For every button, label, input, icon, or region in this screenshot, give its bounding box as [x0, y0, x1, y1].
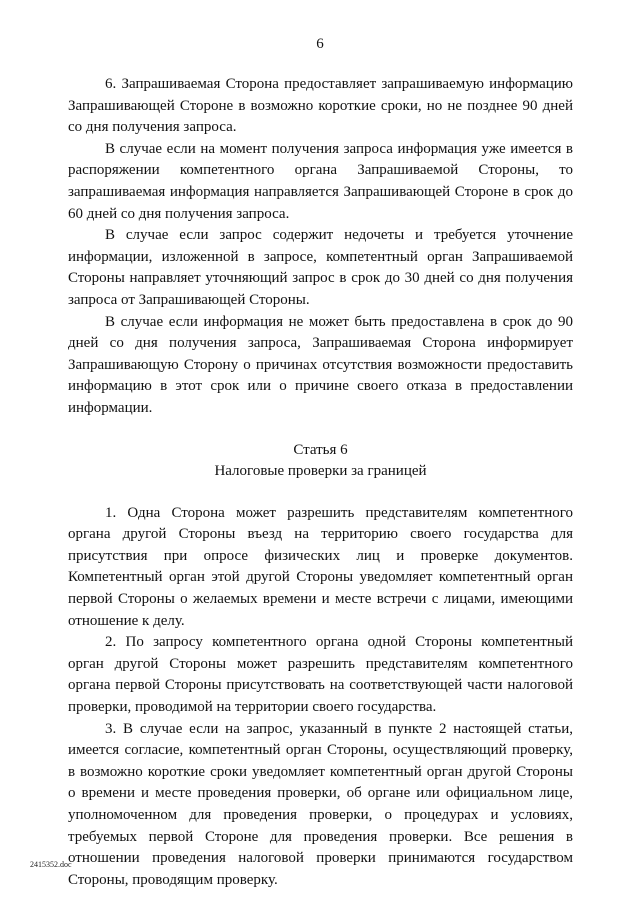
article-title: Налоговые проверки за границей — [214, 463, 427, 480]
paragraph: В случае если на момент получения запроса информация уже имеется в распоряжении компетентного органа Запрашиваемой Стороны, то запрашиваемая информация направляется Запрашивающей Стороне в срок до 60 дней со дня получения запроса. — [68, 140, 573, 222]
paragraph: В случае если запрос содержит недочеты и требуется уточнение информации, изложенной в запросе, компетентный орган Запрашиваемой Стороны направляет уточняющий запрос в срок до 30 дней со дня получения запроса от Запрашивающей Стороны. — [68, 227, 573, 308]
file-name-footer: 2415352.doc — [30, 860, 72, 869]
paragraph: 3. В случае если на запрос, указанный в пункте 2 настоящей статьи, имеется согласие, компетентный орган Стороны, осуществляющий проверку, в возможно короткие сроки уведомляет компетентный орган другой Стороны о времени и месте проведения проверки, об органе или официальном лице, уполномоченном для проведения проверки, о процедурах и условиях, требуемых первой Стороне для проведения проверки. Все решения в отношении проведения налоговой проверки принимаются государством Стороны, проводящим проверку. — [68, 720, 573, 888]
paragraph: 2. По запросу компетентного органа одной Стороны компетентный орган другой Стороны может разрешить представителям компетентного органа первой Стороны присутствовать на соответствующей части налоговой проверки, проводимой на территории своего государства. — [68, 634, 573, 716]
document-body — [68, 74, 573, 891]
paragraph: 1. Одна Сторона может разрешить представителям компетентного органа другой Стороны въезд на территорию своего государства для присутствия при опросе физических лиц и проверке документов. Компетентный орган этой другой Стороны уведомляет компетентный орган первой Стороны о желаемых времени и месте встречи с лицами, имеющими отношение к делу. — [68, 504, 573, 629]
page-number: 6 — [316, 36, 324, 52]
paragraph: 6. Запрашиваемая Сторона предоставляет запрашиваемую информацию Запрашивающей Стороне в возможно короткие сроки, но не позднее 90 дней со дня получения запроса. — [68, 76, 573, 136]
article-number: Статья 6 — [293, 441, 348, 458]
article-heading — [68, 440, 573, 483]
paragraph: В случае если информация не может быть предоставлена в срок до 90 дней со дня получения запроса, Запрашиваемая Сторона информирует Запрашивающую Сторону о причинах отсутствия возможности предоставить информацию в этот срок или о причине своего отказа в предоставлении информации. — [68, 313, 573, 416]
